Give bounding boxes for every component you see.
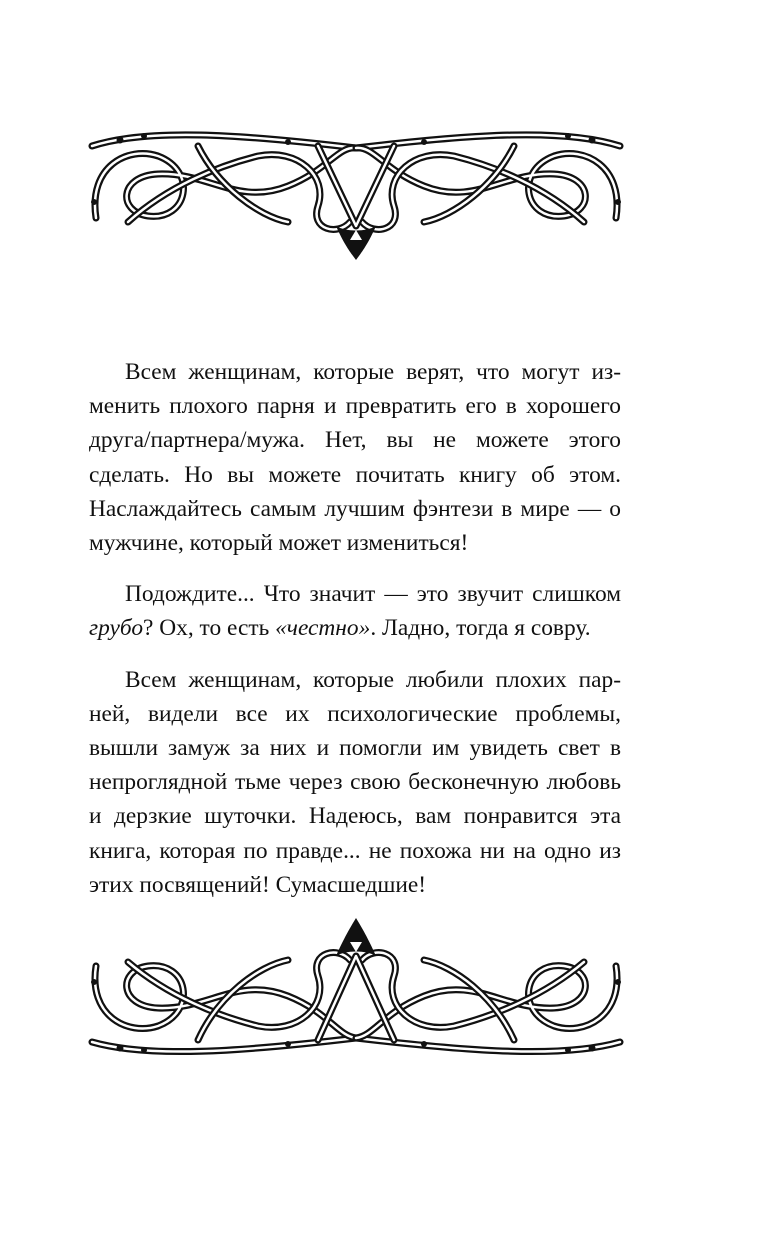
paragraph-2-text-b: ? Ох, то есть <box>143 615 276 642</box>
italic-word-rough: грубо <box>89 615 144 642</box>
celtic-knot-icon <box>88 916 624 1056</box>
top-celtic-ornament <box>88 126 624 262</box>
italic-word-honest: «честно» <box>275 615 371 642</box>
paragraph-2-text-c: . Ладно, тогда я совру. <box>370 615 591 642</box>
paragraph-2-text-a: Подождите... Что значит — это звучит слишком <box>125 581 621 608</box>
bottom-celtic-ornament <box>88 916 624 1056</box>
dedication-text <box>89 355 621 902</box>
dedication-paragraph-1: Всем женщинам, которые верят, что могут изменить плохого парня и превратить его в хорошего друга/партнера/мужа. Нет, вы не можете этого сделать. Но вы можете почитать книгу об этом. Наслаждайтесь самым лучшим фэнтези в мире — о мужчине, который может измениться! <box>89 359 621 557</box>
dedication-paragraph-2 <box>89 577 621 645</box>
celtic-knot-icon <box>88 126 624 262</box>
dedication-paragraph-3: Всем женщинам, которые любили плохих парней, видели все их психологические проблемы, вышли замуж за них и помогли им увидеть свет в непроглядной тьме через свою бесконечную любовь и дерзкие шуточки. Надеюсь, вам понравится эта книга, которая по правде... не похожа ни на одно из этих посвящений! Сумасшедшие! <box>89 666 621 898</box>
